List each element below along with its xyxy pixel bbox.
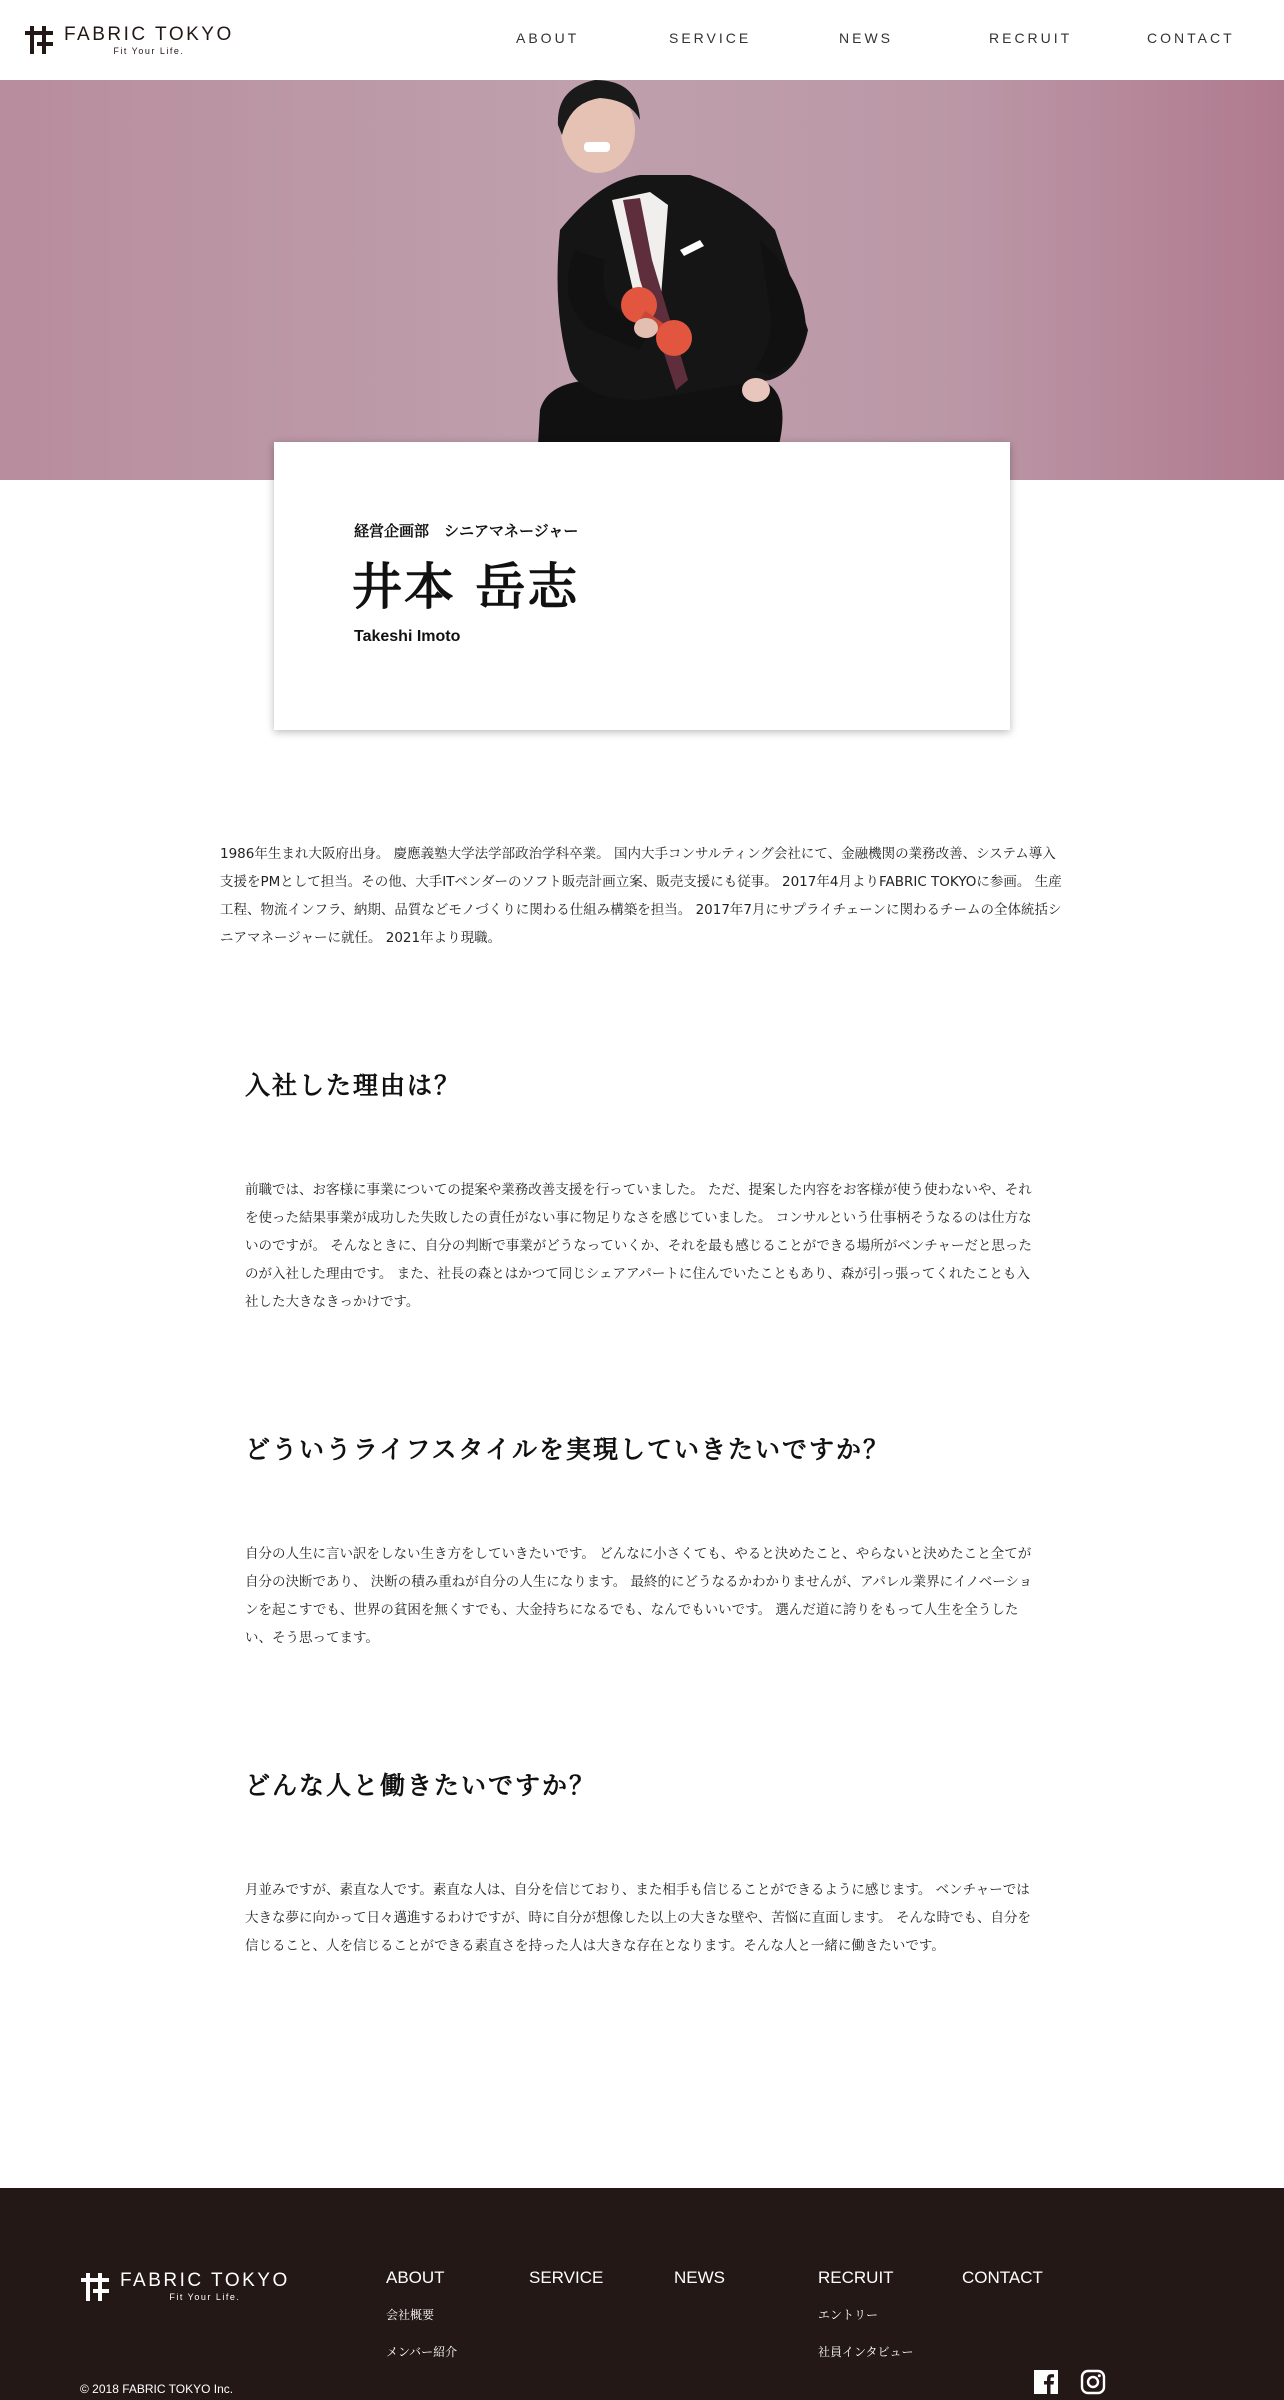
nav-recruit[interactable]: RECRUIT	[989, 30, 1073, 46]
profile-department: 経営企画部 シニアマネージャー	[354, 523, 579, 540]
footer-link-news[interactable]: NEWS	[674, 2268, 725, 2287]
interview-answer-1: 前職では、お客様に事業についての提案や業務改善支援を行っていました。 ただ、提案した内容をお客様が使う使わないや、それを使った結果事業が成功した失敗したの責任がない事に物足りなさを感じていました。 コンサルという仕事柄そうなるのは仕方ないのですが。 そんなときに、自分の判断で事業がどうなっていくか、それを最も感じることができる場所がベンチャーだと思ったのが入社した理由です。 また、社長の森とはかつて同じシェアアパートに住んでいたこともあり、森が引っ張ってくれたことも入社した大きなきっかけです。	[245, 1182, 1032, 1310]
facebook-icon[interactable]	[1033, 2369, 1059, 2395]
logo-name: FABRIC TOKYO	[64, 23, 234, 45]
interview-question-3: どんな人と働きたいですか？	[245, 1771, 597, 1800]
instagram-icon[interactable]	[1080, 2369, 1106, 2395]
profile-bio: 1986年生まれ大阪府出身。 慶應義塾大学法学部政治学科卒業。 国内大手コンサルティング会社にて、金融機関の業務改善、システム導入支援をPMとして担当。その他、大手ITベンダーのソフト販売計画立案、販売支援にも従事。 2017年4月よりFABRIC TOKYOに参画。 生産工程、物流インフラ、納期、品質などモノづくりに関わる仕組み構築を担当。 2017年7月にサプライチェーンに関わるチームの全体統括シニアマネージャーに就任。 2021年より現職。	[220, 846, 1062, 946]
footer-logo-tagline: Fit Your Life.	[169, 2292, 241, 2302]
nav-contact[interactable]: CONTACT	[1147, 30, 1235, 46]
profile-card	[274, 442, 1010, 730]
hero-photo	[0, 80, 1284, 480]
nav-service[interactable]: SERVICE	[669, 30, 752, 46]
footer-col-service	[529, 2268, 603, 2288]
logo-tagline: Fit Your Life.	[113, 45, 185, 56]
footer-col-news	[674, 2268, 725, 2288]
site-header	[0, 0, 1284, 80]
footer-link-service[interactable]: SERVICE	[529, 2268, 604, 2287]
footer-col-recruit	[818, 2268, 914, 2360]
footer-link-company[interactable]: 会社概要	[386, 2308, 435, 2322]
person-with-dumbbell-illustration	[0, 80, 1284, 480]
footer-link-members[interactable]: メンバー紹介	[386, 2345, 458, 2359]
footer-link-interviews[interactable]: 社員インタビュー	[818, 2345, 914, 2359]
footer-logo[interactable]	[80, 2270, 290, 2303]
footer-logo-mark-icon	[80, 2272, 110, 2302]
site-logo[interactable]	[24, 20, 244, 60]
footer-logo-name: FABRIC TOKYO	[120, 2270, 290, 2291]
profile-name-roman: Takeshi Imoto	[354, 628, 461, 645]
footer-col-about	[386, 2268, 457, 2360]
footer-col-contact	[962, 2268, 1043, 2288]
profile-name: 井本 岳志	[352, 558, 580, 616]
footer-link-contact[interactable]: CONTACT	[962, 2268, 1043, 2287]
nav-news[interactable]: NEWS	[839, 30, 893, 46]
logo-mark-icon	[24, 25, 54, 55]
interview-question-1: 入社した理由は？	[245, 1071, 462, 1100]
interview-answer-2: 自分の人生に言い訳をしない生き方をしていきたいです。 どんなに小さくても、やると決めたこと、やらないと決めたこと全てが自分の決断であり、 決断の積み重ねが自分の人生になります。 最終的にどうなるかわかりませんが、アパレル業界にイノベーションを起こすでも、世界の貧困を無くすでも、大金持ちになるでも、なんでもいいです。 選んだ道に誇りをもって人生を全うしたい、そう思ってます。	[245, 1546, 1033, 1646]
footer-link-entry[interactable]: エントリー	[818, 2308, 879, 2322]
interview-question-2: どういうライフスタイルを実現していきたいですか？	[245, 1435, 891, 1464]
nav-about[interactable]: ABOUT	[516, 30, 580, 46]
footer-link-about[interactable]: ABOUT	[386, 2268, 445, 2287]
footer-link-recruit[interactable]: RECRUIT	[818, 2268, 894, 2287]
interview-answer-3: 月並みですが、素直な人です。素直な人は、自分を信じており、また相手も信じることができるように感じます。 ベンチャーでは大きな夢に向かって日々邁進するわけですが、時に自分が想像した以上の大きな壁や、苦悩に直面します。 そんな時でも、自分を信じること、人を信じることができる素直さを持った人は大きな存在となります。そんな人と一緒に働きたいです。	[245, 1882, 1031, 1954]
copyright: © 2018 FABRIC TOKYO Inc.	[80, 2382, 234, 2396]
